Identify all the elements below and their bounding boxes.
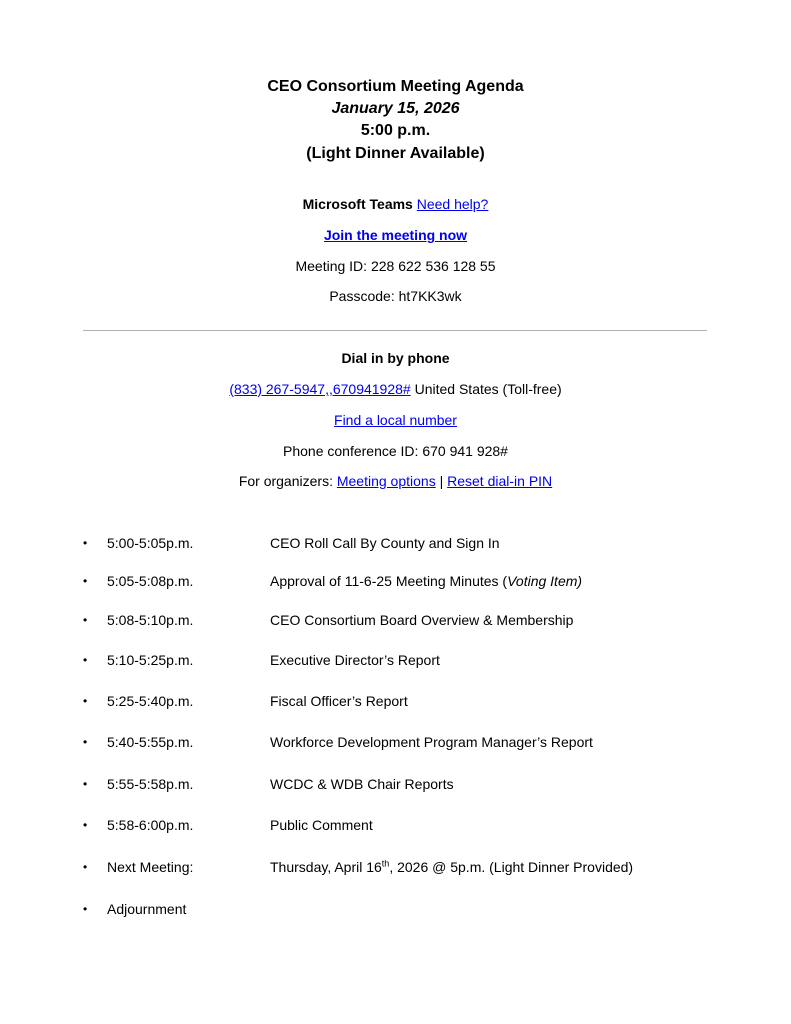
bullet: • xyxy=(83,613,88,627)
meeting-time: 5:00 p.m. xyxy=(360,122,431,139)
bullet: • xyxy=(83,653,88,667)
meeting-date: January 15, 2026 xyxy=(331,100,460,117)
bullet: • xyxy=(83,694,88,708)
teams-label: Microsoft Teams xyxy=(302,196,413,212)
agenda-topic: Executive Director’s Report xyxy=(270,652,440,668)
bullet: • xyxy=(83,536,88,550)
agenda-time: 5:25-5:40p.m. xyxy=(107,693,194,709)
agenda-time: 5:58-6:00p.m. xyxy=(107,817,194,833)
bullet: • xyxy=(83,735,88,749)
bullet: • xyxy=(83,860,88,874)
agenda-title: CEO Consortium Meeting Agenda xyxy=(267,78,524,95)
agenda-time: Next Meeting: xyxy=(107,859,194,875)
need-help-link[interactable]: Need help? xyxy=(416,196,489,212)
agenda-topic xyxy=(270,858,633,876)
divider xyxy=(83,330,707,331)
phone-number-link[interactable]: (833) 267-5947,,670941928# xyxy=(229,381,411,397)
agenda-time: 5:10-5:25p.m. xyxy=(107,652,194,668)
organizers-prefix: For organizers: xyxy=(238,473,337,489)
link-separator: | xyxy=(435,473,448,489)
local-number-line xyxy=(0,411,791,429)
join-line xyxy=(0,226,791,244)
agenda-time: 5:05-5:08p.m. xyxy=(107,573,194,589)
agenda-time: 5:08-5:10p.m. xyxy=(107,612,194,628)
bullet: • xyxy=(83,777,88,791)
ordinal-suffix: th xyxy=(381,858,390,869)
reset-pin-link[interactable]: Reset dial-in PIN xyxy=(447,473,553,489)
agenda-topic: Fiscal Officer’s Report xyxy=(270,693,408,709)
agenda-topic: WCDC & WDB Chair Reports xyxy=(270,776,454,792)
agenda-topic xyxy=(270,572,582,590)
next-meeting-details: , 2026 @ 5p.m. (Light Dinner Provided) xyxy=(389,859,634,875)
agenda-time: 5:00-5:05p.m. xyxy=(107,535,194,551)
teams-line xyxy=(0,195,791,213)
agenda-topic-text: Approval of 11-6-25 Meeting Minutes ( xyxy=(270,573,508,589)
agenda-time: Adjournment xyxy=(107,901,187,917)
agenda-topic: Public Comment xyxy=(270,817,373,833)
agenda-topic: CEO Consortium Board Overview & Membership xyxy=(270,612,574,628)
bullet: • xyxy=(83,574,88,588)
bullet: • xyxy=(83,818,88,832)
phone-number-suffix: United States (Toll-free) xyxy=(410,381,562,397)
dial-in-heading: Dial in by phone xyxy=(341,350,450,366)
phone-line xyxy=(0,380,791,398)
join-meeting-link[interactable]: Join the meeting now xyxy=(323,227,468,243)
agenda-time: 5:55-5:58p.m. xyxy=(107,776,194,792)
next-meeting-date: Thursday, April 16 xyxy=(270,859,382,875)
find-local-number-link[interactable]: Find a local number xyxy=(334,412,457,428)
agenda-topic: Workforce Development Program Manager’s Report xyxy=(270,734,593,750)
agenda-time: 5:40-5:55p.m. xyxy=(107,734,194,750)
agenda-topic: CEO Roll Call By County and Sign In xyxy=(270,535,500,551)
meeting-id: Meeting ID: 228 622 536 128 55 xyxy=(295,258,496,274)
meeting-options-link[interactable]: Meeting options xyxy=(336,473,436,489)
phone-conference-id: Phone conference ID: 670 941 928# xyxy=(283,443,508,459)
passcode: Passcode: ht7KK3wk xyxy=(329,288,462,304)
bullet: • xyxy=(83,902,88,916)
voting-item-label: Voting Item) xyxy=(507,573,583,589)
dinner-note: (Light Dinner Available) xyxy=(306,145,485,162)
organizers-line xyxy=(0,472,791,490)
